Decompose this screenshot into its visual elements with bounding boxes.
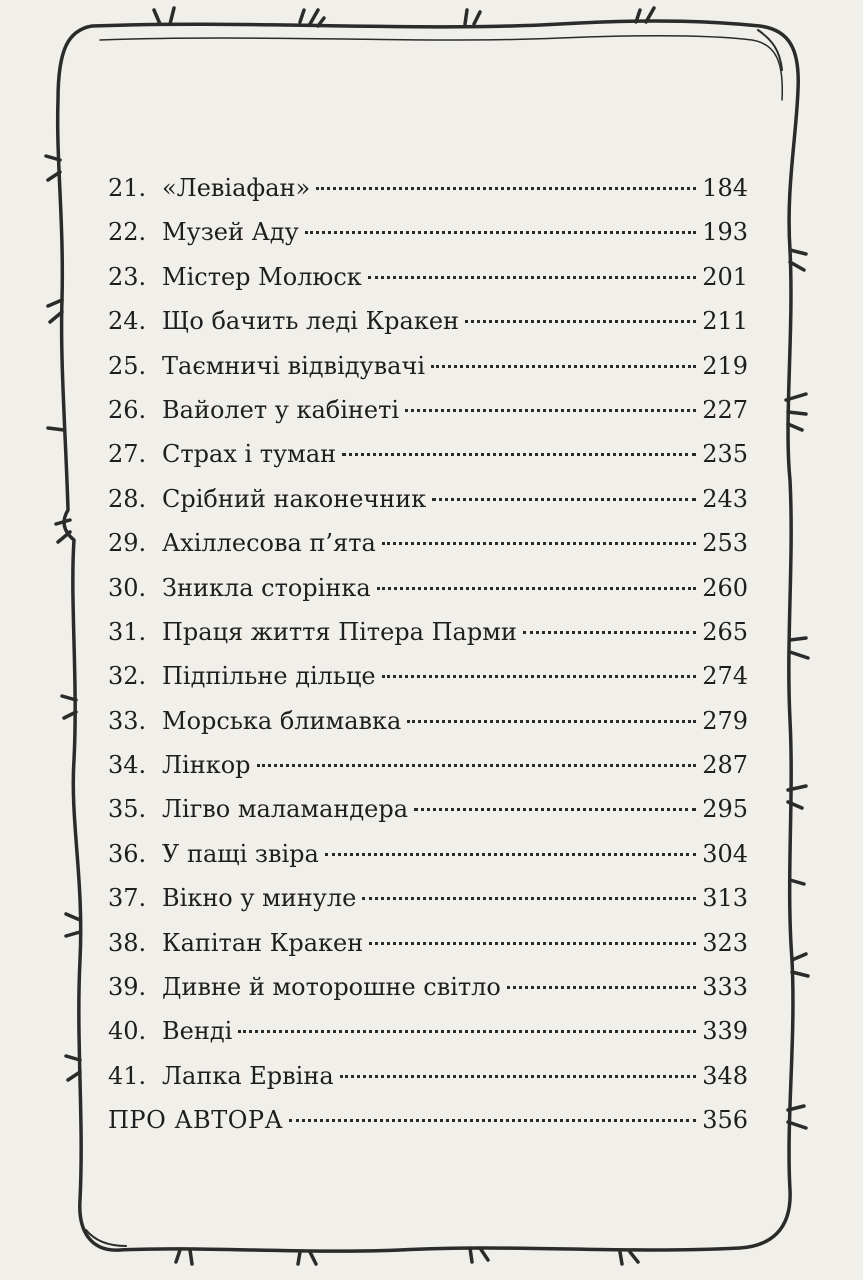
dot-leader	[507, 986, 696, 989]
page-number: 243	[702, 484, 748, 513]
chapter-number: 39.	[108, 973, 147, 1002]
dot-leader	[340, 1075, 697, 1078]
chapter-title: Дивне й моторошне світло	[162, 973, 501, 1002]
page-number: 333	[702, 973, 748, 1002]
dot-leader	[325, 853, 696, 856]
dot-leader	[257, 764, 697, 767]
chapter-title: Праця життя Пітера Парми	[162, 617, 517, 646]
dot-leader	[342, 453, 696, 456]
dot-leader	[382, 542, 696, 545]
chapter-number: 28.	[108, 484, 147, 513]
toc-entry	[108, 921, 748, 965]
chapter-title: Що бачить леді Кракен	[162, 307, 460, 336]
toc-entry	[108, 876, 748, 920]
toc-entry	[108, 654, 748, 698]
toc-entry-about-author	[108, 1098, 748, 1142]
dot-leader	[523, 631, 696, 634]
chapter-number: 22.	[108, 218, 147, 247]
chapter-title: Містер Молюск	[162, 262, 362, 291]
page-number: 348	[702, 1061, 748, 1090]
page-number: 323	[702, 928, 748, 957]
toc-entry	[108, 743, 748, 787]
dot-leader	[465, 320, 696, 323]
page-number: 295	[702, 795, 748, 824]
page-number: 265	[702, 617, 748, 646]
chapter-title: Лінкор	[162, 751, 251, 780]
toc-entry	[108, 388, 748, 432]
dot-leader	[414, 808, 696, 811]
page-number: 253	[702, 529, 748, 558]
toc-entry	[108, 477, 748, 521]
page-number: 339	[702, 1017, 748, 1046]
chapter-number: 32.	[108, 662, 147, 691]
dot-leader	[382, 675, 697, 678]
chapter-title: У пащі звіра	[162, 839, 319, 868]
toc-entry	[108, 1054, 748, 1098]
chapter-title: Лапка Ервіна	[162, 1061, 334, 1090]
chapter-number: 21.	[108, 174, 147, 202]
chapter-number: 30.	[108, 573, 147, 602]
dot-leader	[289, 1119, 696, 1122]
chapter-number: 40.	[108, 1017, 147, 1046]
chapter-title: Музей Аду	[162, 218, 299, 247]
chapter-title: Венді	[162, 1017, 233, 1046]
chapter-number: 41.	[108, 1061, 147, 1090]
toc-entry	[108, 521, 748, 565]
page-number: 219	[702, 351, 748, 380]
toc-entry	[108, 699, 748, 743]
chapter-number: 38.	[108, 928, 147, 957]
toc-entry	[108, 566, 748, 610]
chapter-number: 35.	[108, 795, 147, 824]
page-number: 184	[702, 174, 748, 202]
dot-leader	[369, 942, 696, 945]
dot-leader	[305, 231, 697, 234]
page-number: 313	[702, 884, 748, 913]
page-number: 356	[702, 1106, 748, 1135]
page-number: 304	[702, 839, 748, 868]
page-number: 211	[702, 307, 748, 336]
page-number: 279	[702, 706, 748, 735]
dot-leader	[405, 409, 696, 412]
page-number: 227	[702, 395, 748, 424]
page-number: 274	[702, 662, 748, 691]
dot-leader	[362, 897, 696, 900]
toc-entry	[108, 166, 748, 210]
chapter-number: 24.	[108, 307, 147, 336]
dot-leader	[368, 276, 696, 279]
page-number: 235	[702, 440, 748, 469]
toc-entry	[108, 432, 748, 476]
chapter-title: Страх і туман	[162, 440, 337, 469]
toc-entry	[108, 344, 748, 388]
chapter-title: Зникла сторінка	[162, 573, 371, 602]
page-number: 193	[702, 218, 748, 247]
chapter-title: Вікно у минуле	[162, 884, 357, 913]
chapter-title: Капітан Кракен	[162, 928, 364, 957]
chapter-number: 26.	[108, 395, 147, 424]
dot-leader	[377, 587, 697, 590]
dot-leader	[407, 720, 696, 723]
chapter-title: Лігво маламандера	[162, 795, 409, 824]
toc-entry	[108, 787, 748, 831]
chapter-number: 33.	[108, 706, 147, 735]
chapter-title: Ахіллесова п’ята	[162, 529, 376, 558]
about-author-title: ПРО АВТОРА	[108, 1106, 284, 1135]
chapter-title: Морська блимавка	[162, 706, 402, 735]
chapter-number: 27.	[108, 440, 147, 469]
dot-leader	[432, 498, 696, 501]
dot-leader	[316, 187, 696, 190]
page-number: 201	[702, 262, 748, 291]
toc-entry	[108, 965, 748, 1009]
table-of-contents	[108, 166, 748, 1143]
toc-entry	[108, 1009, 748, 1053]
page-number: 260	[702, 573, 748, 602]
toc-entry	[108, 610, 748, 654]
chapter-title: Срібний наконечник	[162, 484, 427, 513]
toc-entry	[108, 832, 748, 876]
chapter-number: 31.	[108, 617, 147, 646]
page-number: 287	[702, 751, 748, 780]
chapter-title: Таємничі відвідувачі	[162, 351, 426, 380]
chapter-number: 23.	[108, 262, 147, 291]
chapter-title: «Левіафан»	[162, 174, 311, 202]
chapter-number: 25.	[108, 351, 147, 380]
toc-entry	[108, 299, 748, 343]
chapter-title: Вайолет у кабінеті	[162, 395, 400, 424]
toc-entry	[108, 210, 748, 254]
dot-leader	[431, 365, 696, 368]
chapter-title: Підпільне дільце	[162, 662, 376, 691]
chapter-number: 37.	[108, 884, 147, 913]
toc-entry	[108, 255, 748, 299]
chapter-number: 29.	[108, 529, 147, 558]
dot-leader	[238, 1030, 696, 1033]
chapter-number: 36.	[108, 839, 147, 868]
chapter-number: 34.	[108, 751, 147, 780]
